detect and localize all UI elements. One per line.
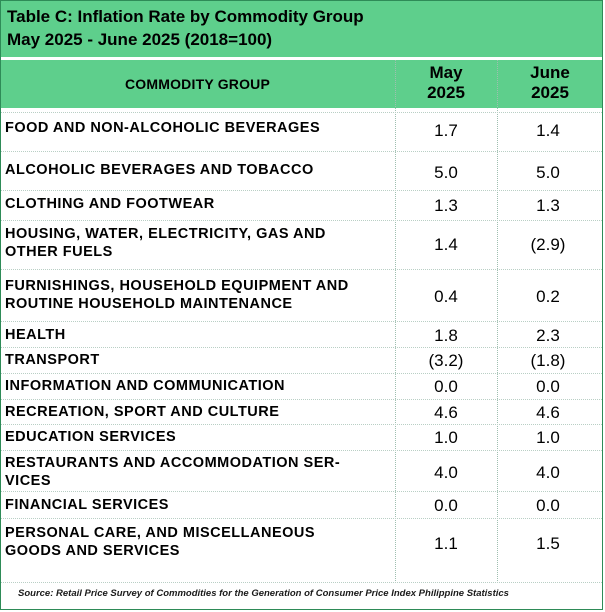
row-separator <box>1 190 602 191</box>
commodity-label <box>5 454 395 490</box>
commodity-label <box>5 351 395 369</box>
row-separator <box>1 518 602 519</box>
row-separator <box>1 151 602 152</box>
june-value: 2.3 <box>536 326 560 345</box>
june-value: 5.0 <box>536 163 560 182</box>
commodity-label <box>5 161 395 179</box>
row-separator <box>1 491 602 492</box>
commodity-label-line: VICES <box>5 473 52 489</box>
commodity-label <box>5 119 395 137</box>
table-title <box>1 1 602 57</box>
may-value: 0.0 <box>434 377 458 396</box>
may-value: 0.4 <box>434 287 458 306</box>
table-bottom-line <box>1 582 602 583</box>
commodity-label <box>5 403 395 421</box>
commodity-label <box>5 326 395 344</box>
commodity-label-line: TRANSPORT <box>5 352 100 368</box>
source-note: Source: Retail Price Survey of Commodities for the Generation of Consumer Price Index Philippine Statistics <box>18 588 509 599</box>
may-value: 0.0 <box>434 496 458 515</box>
table-title-line-2: May 2025 - June 2025 (2018=100) <box>7 30 273 49</box>
commodity-label-line: INFORMATION AND COMMUNICATION <box>5 378 286 394</box>
may-value: 4.6 <box>434 403 458 422</box>
commodity-label <box>5 524 395 560</box>
commodity-label-line: PERSONAL CARE, AND MISCELLANEOUS <box>5 525 316 541</box>
commodity-label-line: HOUSING, WATER, ELECTRICITY, GAS AND <box>5 226 326 242</box>
may-value: 1.8 <box>434 326 458 345</box>
june-value: 1.4 <box>536 121 560 140</box>
may-value: 1.7 <box>434 121 458 140</box>
commodity-label <box>5 496 395 514</box>
header-commodity-group: COMMODITY GROUP <box>124 76 271 92</box>
commodity-label-line: RESTAURANTS AND ACCOMMODATION SER- <box>5 455 341 471</box>
commodity-label <box>5 428 395 446</box>
header-may-year: 2025 <box>427 83 465 102</box>
june-value: 0.0 <box>536 377 560 396</box>
row-separator <box>1 112 602 113</box>
row-separator <box>1 347 602 348</box>
june-value: 0.2 <box>536 287 560 306</box>
commodity-label-line: OTHER FUELS <box>5 244 113 260</box>
commodity-label-line: CLOTHING AND FOOTWEAR <box>5 196 215 212</box>
may-value: 1.0 <box>434 428 458 447</box>
june-value: 0.0 <box>536 496 560 515</box>
row-separator <box>1 450 602 451</box>
commodity-label-line: ROUTINE HOUSEHOLD MAINTENANCE <box>5 296 293 312</box>
header-june-month: June <box>530 63 570 82</box>
may-value: 4.0 <box>434 463 458 482</box>
row-separator <box>1 269 602 270</box>
commodity-label-line: RECREATION, SPORT AND CULTURE <box>5 404 280 420</box>
commodity-label-line: ALCOHOLIC BEVERAGES AND TOBACCO <box>5 162 314 178</box>
table-title-line-1: Table C: Inflation Rate by Commodity Group <box>7 7 364 26</box>
commodity-label-line: HEALTH <box>5 327 66 343</box>
header-june-year: 2025 <box>531 83 569 102</box>
row-separator <box>1 399 602 400</box>
june-value: 4.0 <box>536 463 560 482</box>
row-separator <box>1 220 602 221</box>
commodity-label <box>5 225 395 261</box>
header-june-2025 <box>498 63 602 107</box>
commodity-label-line: FINANCIAL SERVICES <box>5 497 169 513</box>
may-value: (3.2) <box>428 351 464 370</box>
commodity-label <box>5 195 395 213</box>
may-value: 1.4 <box>434 235 458 254</box>
may-value: 1.1 <box>434 534 458 553</box>
may-value: 5.0 <box>434 163 458 182</box>
june-value: 1.0 <box>536 428 560 447</box>
may-value: 1.3 <box>434 196 458 215</box>
row-separator <box>1 424 602 425</box>
commodity-label-line: GOODS AND SERVICES <box>5 543 180 559</box>
commodity-label-line: FOOD AND NON-ALCOHOLIC BEVERAGES <box>5 120 321 136</box>
row-separator <box>1 321 602 322</box>
header-may-2025 <box>396 63 496 107</box>
header-may-month: May <box>429 63 463 82</box>
june-value: (1.8) <box>530 351 566 370</box>
row-separator <box>1 373 602 374</box>
june-value: 1.3 <box>536 196 560 215</box>
commodity-label <box>5 377 395 395</box>
june-value: 1.5 <box>536 534 560 553</box>
commodity-label-line: FURNISHINGS, HOUSEHOLD EQUIPMENT AND <box>5 278 349 294</box>
june-value: (2.9) <box>530 235 566 254</box>
june-value: 4.6 <box>536 403 560 422</box>
commodity-label-line: EDUCATION SERVICES <box>5 429 177 445</box>
commodity-label <box>5 277 395 313</box>
